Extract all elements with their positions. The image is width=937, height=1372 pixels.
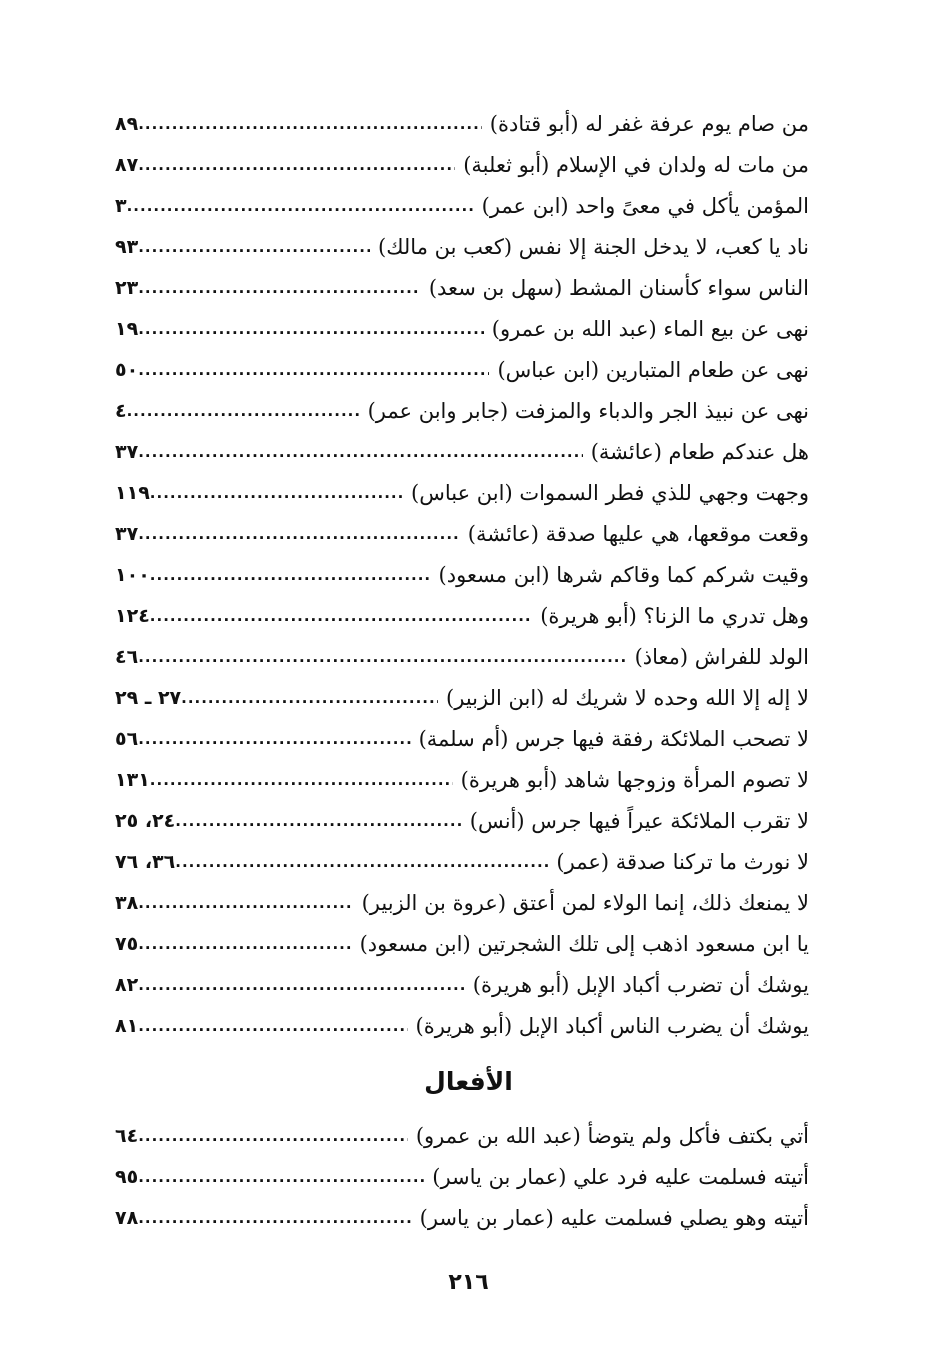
dot-leader [150,555,431,596]
entry-page-ref: ٢٤، ٢٥ [115,810,176,832]
entry-page-ref: ٣٧ [115,523,139,545]
entry-page-ref: ١٩ [115,318,139,340]
index-entry [115,186,809,227]
dot-leader [150,596,532,637]
entry-page-ref: ٢٧ ـ ٢٩ [115,687,182,709]
dot-leader [138,883,353,924]
af-al-index-list [115,1116,809,1239]
dot-leader [150,473,403,514]
entry-page-ref: ٣٧ [115,441,139,463]
index-entry [115,1116,809,1157]
index-entry [115,1157,809,1198]
entry-text: وهل تدري ما الزنا؟ (أبو هريرة) [540,604,809,628]
entry-text: الولد للفراش (معاذ) [634,645,809,669]
index-entry [115,432,809,473]
entry-page-ref: ٨٧ [115,154,139,176]
entry-text: المؤمن يأكل في معىً واحد (ابن عمر) [481,194,809,218]
index-entry [115,227,809,268]
dot-leader [138,268,421,309]
dot-leader [138,637,626,678]
entry-page-ref: ٨٩ [115,113,139,135]
index-entry [115,965,809,1006]
index-entry [115,350,809,391]
entry-page-ref: ٧٨ [115,1207,139,1229]
dot-leader [138,227,370,268]
entry-text: نهى عن نبيذ الجر والدباء والمزفت (جابر وابن عمر) [367,399,809,423]
entry-text: الناس سواء كأسنان المشط (سهل بن سعد) [428,276,809,300]
index-entry [115,268,809,309]
entry-page-ref: ٤٦ [115,646,139,668]
index-entry [115,1006,809,1047]
entry-text: يا ابن مسعود اذهب إلى تلك الشجرتين (ابن مسعود) [359,932,809,956]
index-entry [115,145,809,186]
entry-text: أتيته وهو يصلي فسلمت عليه (عمار بن ياسر) [419,1206,809,1230]
index-entry [115,596,809,637]
entry-text: أتيته فسلمت عليه فرد علي (عمار بن ياسر) [432,1165,809,1189]
entry-text: نهى عن بيع الماء (عبد الله بن عمرو) [491,317,809,341]
entry-page-ref: ٣٦، ٧٦ [115,851,176,873]
entry-text: من صام يوم عرفة غفر له (أبو قتادة) [489,112,809,136]
dot-leader [138,432,583,473]
index-entry [115,391,809,432]
entry-text: يوشك أن تضرب أكباد الإبل (أبو هريرة) [472,973,809,997]
entry-text: وقيت شركم كما وقاكم شرها (ابن مسعود) [438,563,809,587]
dot-leader [138,1198,411,1239]
index-entry [115,104,809,145]
entry-page-ref: ٩٥ [115,1166,139,1188]
entry-text: لا تصوم المرأة وزوجها شاهد (أبو هريرة) [460,768,809,792]
index-entry [115,473,809,514]
dot-leader [138,965,465,1006]
dot-leader [181,678,438,719]
entry-page-ref: ١٢٤ [115,605,150,627]
entry-page-ref: ١٠٠ [115,564,150,586]
entry-text: يوشك أن يضرب الناس أكباد الإبل (أبو هريرة) [415,1014,809,1038]
entry-text: ناد يا كعب، لا يدخل الجنة إلا نفس (كعب بن مالك) [378,235,809,259]
dot-leader [138,1006,407,1047]
entry-text: لا نورث ما تركنا صدقة (عمر) [556,850,809,874]
index-entry [115,842,809,883]
section-heading: الأفعال [424,1067,513,1096]
dot-leader [127,186,474,227]
dot-leader [138,350,489,391]
dot-leader [138,104,482,145]
entry-text: لا يمنعك ذلك، إنما الولاء لمن أعتق (عروة بن الزبير) [361,891,809,915]
dot-leader [138,145,455,186]
index-entry [115,719,809,760]
hadith-index-list [115,104,809,1047]
index-entry [115,760,809,801]
entry-page-ref: ٥٠ [115,359,139,381]
entry-text: نهى عن طعام المتبارين (ابن عباس) [497,358,809,382]
dot-leader [127,391,360,432]
dot-leader [138,309,484,350]
index-entry [115,883,809,924]
index-entry [115,924,809,965]
entry-text: لا إله إلا الله وحده لا شريك له (ابن الزبير) [446,686,809,710]
entry-page-ref: ٨١ [115,1015,139,1037]
index-entry [115,678,809,719]
dot-leader [138,924,351,965]
entry-page-ref: ٧٥ [115,933,139,955]
entry-page-ref: ٦٤ [115,1125,139,1147]
index-entry [115,514,809,555]
page-number: ٢١٦ [448,1270,489,1295]
entry-text: هل عندكم طعام (عائشة) [590,440,809,464]
dot-leader [138,1116,408,1157]
dot-leader [150,760,453,801]
entry-text: وقعت موقعها، هي عليها صدقة (عائشة) [467,522,809,546]
entry-text: أتي بكتف فأكل ولم يتوضأ (عبد الله بن عمرو) [415,1124,809,1148]
entry-page-ref: ١١٩ [115,482,150,504]
dot-leader [138,719,410,760]
dot-leader [175,801,462,842]
dot-leader [175,842,548,883]
entry-text: من مات له ولدان في الإسلام (أبو ثعلبة) [463,153,809,177]
index-entry [115,555,809,596]
entry-page-ref: ٥٦ [115,728,139,750]
entry-page-ref: ٩٣ [115,236,139,258]
index-entry [115,309,809,350]
entry-page-ref: ٢٣ [115,277,139,299]
entry-page-ref: ١٣١ [115,769,150,791]
dot-leader [138,1157,424,1198]
index-entry [115,801,809,842]
entry-text: وجهت وجهي للذي فطر السموات (ابن عباس) [411,481,809,505]
dot-leader [138,514,460,555]
entry-text: لا تصحب الملائكة رفقة فيها جرس (أم سلمة) [418,727,809,751]
index-entry [115,1198,809,1239]
entry-text: لا تقرب الملائكة عيراً فيها جرس (أنس) [469,809,809,833]
entry-page-ref: ٤ [115,400,127,422]
index-entry [115,637,809,678]
entry-page-ref: ٣ [115,195,127,217]
entry-page-ref: ٣٨ [115,892,139,914]
entry-page-ref: ٨٢ [115,974,139,996]
